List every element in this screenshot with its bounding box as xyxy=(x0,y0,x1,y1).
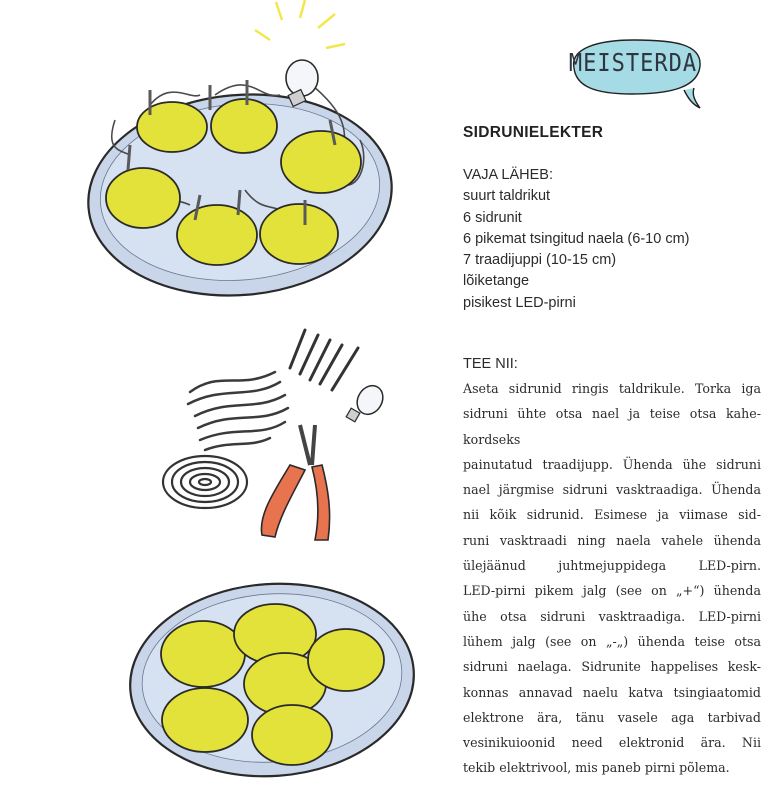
material-item: 6 sidrunit xyxy=(463,209,522,226)
instructions-text xyxy=(463,376,761,781)
instruction-line: kordseks xyxy=(463,431,521,447)
instruction-line: nael järgmise sidruni vasktraadiga. Ühenda xyxy=(463,482,761,498)
material-item: suurt taldrikut xyxy=(463,188,551,205)
instruction-line: vesinikuioonid need elektronid ära. Nii xyxy=(463,735,761,751)
instruction-line: ülejäänud juhtmejuppidega LED-pirn. xyxy=(463,558,761,574)
instructions-heading: TEE NII: xyxy=(463,356,518,372)
instruction-line: Aseta sidrunid ringis taldrikule. Torka iga xyxy=(463,381,761,396)
instruction-line: elektrone ära, tänu vasele aga tarbivad xyxy=(463,709,761,725)
plate-with-lemons xyxy=(124,574,421,785)
wire-pieces-icon xyxy=(188,372,288,450)
instruction-line: tekib elektrivool, mis paneb pirni põlema. xyxy=(463,760,730,776)
instruction-line: painutatud traadijupp. Ühenda ühe sidruni xyxy=(463,456,761,472)
nails-icon xyxy=(290,330,358,390)
small-bulb-icon xyxy=(346,381,388,422)
instruction-line: sidruni ühte otsa nael ja teise otsa kahe- xyxy=(463,406,761,422)
material-item: 6 pikemat tsingitud naela (6-10 cm) xyxy=(463,230,690,247)
plate-with-wired-lemons xyxy=(80,0,400,308)
material-item: lõiketange xyxy=(463,273,530,290)
instruction-line: konnas annavad naelu katva tsingiaatomid xyxy=(463,684,761,700)
page-title: SIDRUNIELEKTER xyxy=(463,124,604,141)
materials-heading: VAJA LÄHEB: xyxy=(463,167,553,183)
coiled-wire-icon xyxy=(163,456,247,508)
badge-label: MEISTERDA xyxy=(568,49,698,78)
material-item: pisikest LED-pirni xyxy=(463,294,576,311)
instruction-line: sidruni naelaga. Sidrunite happelises kesk- xyxy=(463,659,761,675)
materials-list xyxy=(463,165,763,314)
materials-illustration xyxy=(163,330,388,540)
led-bulb-icon xyxy=(255,0,345,106)
pliers-icon xyxy=(261,425,329,540)
instruction-line: LED-pirni pikem jalg (see on „+“) ühenda xyxy=(463,583,761,599)
instruction-line: ühe otsa sidruni vasktraadiga. LED-pirni xyxy=(463,608,761,624)
instruction-line: runi vasktraadi ning naela vahele ühenda xyxy=(463,532,761,548)
instruction-line: nii kõik sidrunid. Esimese ja viimase sid- xyxy=(463,507,761,523)
material-item: 7 traadijuppi (10-15 cm) xyxy=(463,252,617,269)
instruction-line: lühem jalg (see on „-„) ühenda teise otsa xyxy=(463,633,761,649)
